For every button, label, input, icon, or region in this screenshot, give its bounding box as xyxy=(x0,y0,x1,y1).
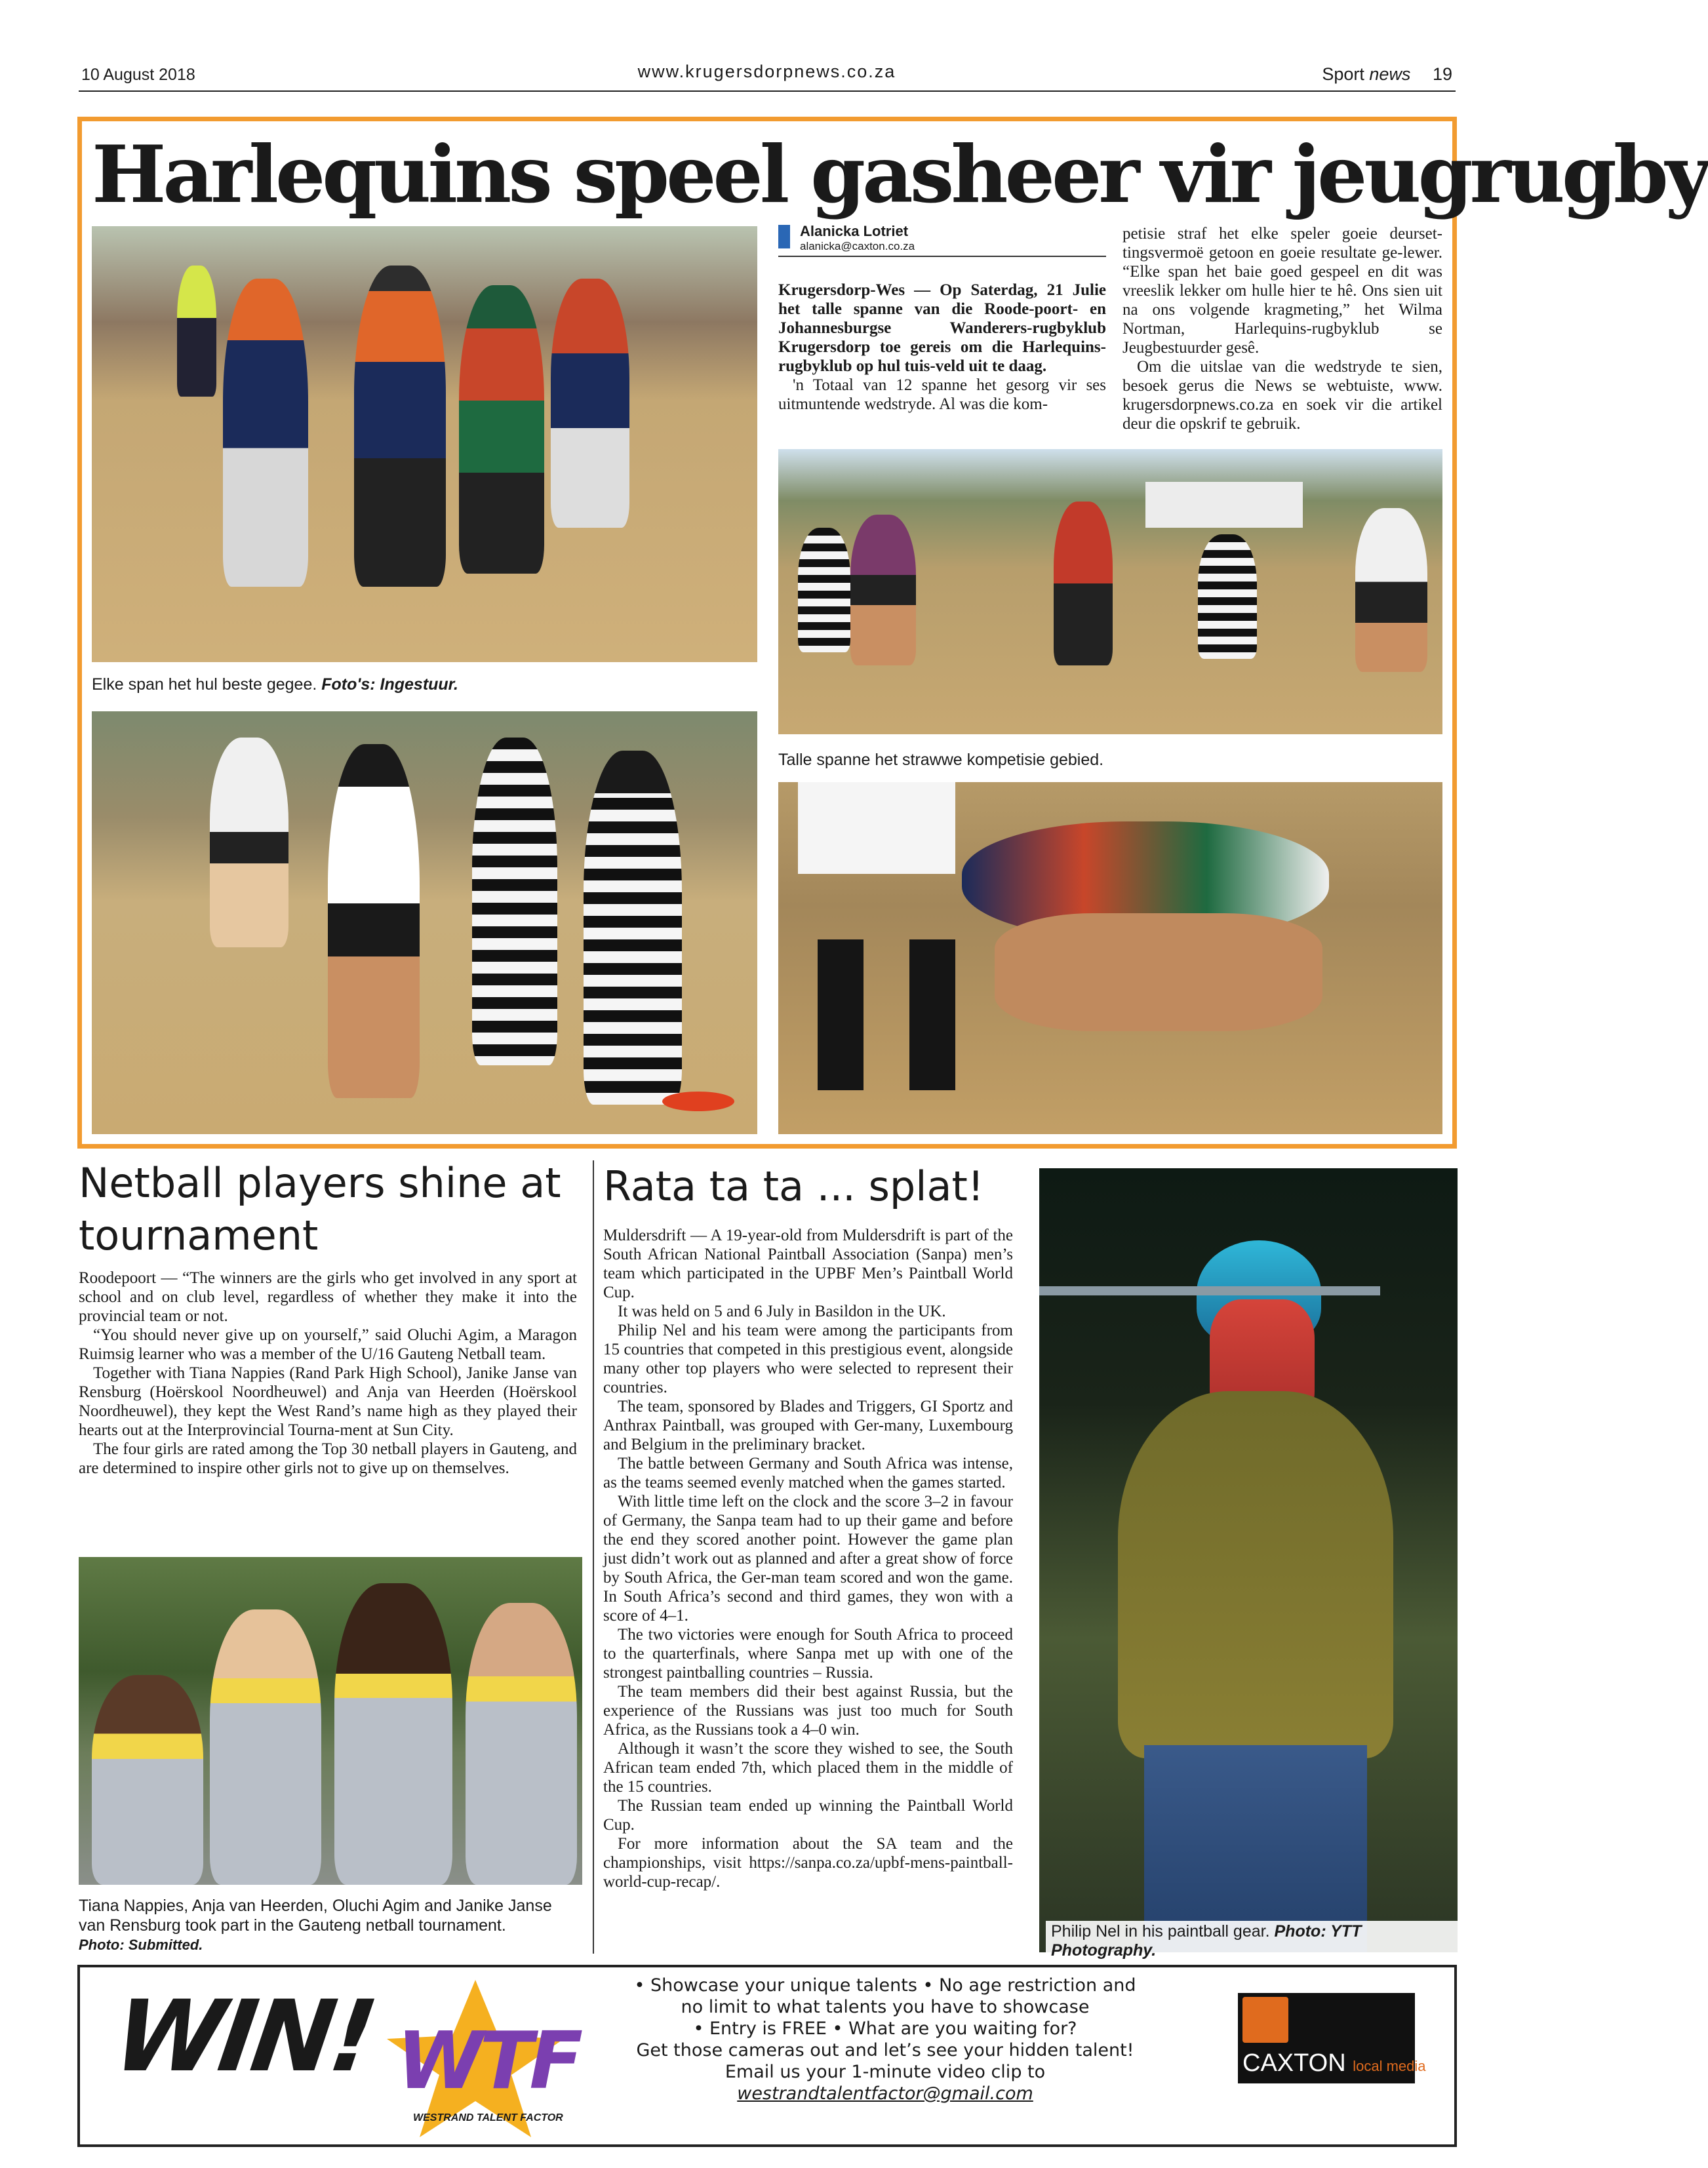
byline-name: Alanicka Lotriet xyxy=(800,223,909,239)
ad-email-prefix: Email us your 1-minute video clip to xyxy=(725,2062,1046,2082)
rugby-photo-scrum xyxy=(778,782,1442,1134)
paintball-paragraph: It was held on 5 and 6 July in Basildon in the UK. xyxy=(618,1303,946,1320)
section-label: Sport xyxy=(1322,64,1364,84)
paintball-paragraph: With little time left on the clock and the score 3–2 in favour of Germany, the Sanpa team had to up their game and before the end they scored another point. However the game plan just didn’t work out as planned and after a great show of force by South Africa, the Ger-man team scored and won the game. In South Africa’s second and third games, they won with a score of 4–1. xyxy=(603,1493,1013,1625)
rugby-headline: Harlequins speel gasheer vir jeugrugby xyxy=(92,128,1708,221)
paintball-paragraph: The team members did their best against Russia, but the experience of the Russians was just too much for South Africa, as the Russians took a 4–0 win. xyxy=(603,1683,1013,1739)
caxton-wordmark xyxy=(1242,2049,1426,2078)
paintball-caption xyxy=(1046,1921,1458,1961)
netball-caption xyxy=(79,1896,582,1955)
rugby-caption-1 xyxy=(92,675,458,694)
caption-1-text: Elke span het hul beste gegee. xyxy=(92,675,317,694)
netball-caption-text: Tiana Nappies, Anja van Heerden, Oluchi Agim and Janike Janse van Rensburg took part in the Gauteng netball tournament. xyxy=(79,1897,552,1935)
rugby-paragraph: 'n Totaal van 12 spanne het gesorg vir ses uitmuntende wedstryde. Al was die kom- xyxy=(778,376,1106,413)
ad-email-link[interactable]: westrandtalentfactor@gmail.com xyxy=(737,2083,1033,2104)
paintball-paragraph: For more information about the SA team and the championships, visit https://sanpa.co.za/upbf-mens-paintball-world-cup-recap/. xyxy=(603,1835,1013,1891)
netball-paragraph: Roodepoort — “The winners are the girls who get involved in any sport at school and on club level, regardless of whether they make it into the provincial team or not. xyxy=(79,1269,577,1325)
paintball-article xyxy=(603,1226,1013,1891)
paintball-paragraph: The Russian team ended up winning the Paintball World Cup. xyxy=(603,1797,1013,1834)
paintball-paragraph: The battle between Germany and South Africa was intense, as the teams seemed evenly matched when the games started. xyxy=(603,1455,1013,1491)
caption-1-credit: Foto's: Ingestuur. xyxy=(321,675,458,694)
ad-copy xyxy=(590,1975,1180,2104)
ad-win-text: WIN! xyxy=(107,1980,380,2094)
wtf-logo: WTF xyxy=(397,2016,580,2107)
ad-line: Get those cameras out and let’s see your hidden talent! xyxy=(636,2040,1134,2060)
header-rule xyxy=(79,90,1456,92)
paintball-paragraph: Muldersdrift — A 19-year-old from Muldersdrift is part of the South African National Paintball Association (Sanpa) men’s team which participated in the UPBF Men’s Paintball World Cup. xyxy=(603,1227,1013,1301)
netball-photo xyxy=(79,1557,582,1885)
paintball-paragraph: Philip Nel and his team were among the participants from 15 countries that competed in this prestigious event, alongside many other top players who were selected to represent their countries. xyxy=(603,1322,1013,1396)
rugby-article-col1 xyxy=(778,281,1106,414)
paintball-caption-text: Philip Nel in his paintball gear. xyxy=(1051,1922,1270,1941)
paintball-paragraph: The team, sponsored by Blades and Triggers, GI Sportz and Anthrax Paintball, was grouped with Ger-many, Luxembourg and Belgium in the preliminary bracket. xyxy=(603,1398,1013,1453)
wtf-logo-subtitle: WESTRAND TALENT FACTOR xyxy=(413,2112,563,2123)
rugby-photo-kids xyxy=(92,711,757,1134)
netball-paragraph: The four girls are rated among the Top 30 netball players in Gauteng, and are determined to inspire other girls not to give up on themselves. xyxy=(79,1440,577,1477)
rugby-paragraph: Om die uitslae van die wedstryde te sien, besoek gerus die News se webtuiste, www. krugersdorpnews.co.za en soek vir die artikel deur die opskrif te gebruik. xyxy=(1122,358,1442,433)
netball-caption-credit: Photo: Submitted. xyxy=(79,1937,203,1953)
page-section xyxy=(1322,64,1452,85)
netball-headline: Netball players shine at tournament xyxy=(79,1159,561,1259)
paintball-paragraph: Although it wasn’t the score they wished to see, the South African team ended 7th, which placed them in the middle of the 15 countries. xyxy=(603,1740,1013,1796)
rugby-lead-paragraph: Krugersdorp-Wes — Op Saterdag, 21 Julie het talle spanne van die Roode-poort- en Johannesburgse Wanderers-rugbyklub Krugersdorp toe gereis om die Harlequins-rugbyklub op hul tuis-veld uit te daag. xyxy=(778,281,1106,375)
issue-date: 10 August 2018 xyxy=(81,66,195,84)
paintball-photo xyxy=(1039,1168,1458,1960)
byline-rule xyxy=(778,256,1106,257)
ad-line: • Entry is FREE • What are you waiting for? xyxy=(693,2019,1077,2039)
netball-article xyxy=(79,1269,577,1478)
byline-marker xyxy=(778,225,790,248)
caxton-mark-icon xyxy=(1242,1997,1288,2043)
paintball-paragraph: The two victories were enough for South Africa to proceed to the quarterfinals, where Sanpa met up with one of the strongest paintballing countries – Russia. xyxy=(603,1626,1013,1682)
caxton-sub: local media xyxy=(1353,2058,1426,2074)
rugby-caption-2: Talle spanne het strawwe kompetisie gebied. xyxy=(778,751,1104,769)
page-number: 19 xyxy=(1432,64,1452,84)
byline-email[interactable]: alanicka@caxton.co.za xyxy=(800,240,915,252)
website-url[interactable]: www.krugersdorpnews.co.za xyxy=(637,62,896,81)
rugby-photo-running xyxy=(92,226,757,662)
publication-label: news xyxy=(1369,64,1411,84)
ad-line: no limit to what talents you have to showcase xyxy=(681,1997,1090,2017)
netball-paragraph: “You should never give up on yourself,” said Oluchi Agim, a Maragon Ruimsig learner who was a member of the U/16 Gauteng Netball team. xyxy=(79,1326,577,1363)
ad-line xyxy=(590,2061,1180,2104)
paintball-headline: Rata ta ta ... splat! xyxy=(603,1162,984,1210)
ad-line: • Showcase your unique talents • No age restriction and xyxy=(634,1975,1136,1996)
column-divider xyxy=(593,1160,594,1954)
rugby-paragraph: petisie straf het elke speler goeie deurset-tingsvermoë getoon en goeie resultate ge-lewer. “Elke span het baie goed gespeel en dit was vreeslik lekker om hulle hier te hê. Ons sien uit na ons volgende kragmeting,” het Wilma Nortman, Harlequins-rugbyklub se Jeugbestuurder gesê. xyxy=(1122,225,1442,357)
rugby-photo-match xyxy=(778,449,1442,734)
paintball-caption-credit: Photo: YTT Photography. xyxy=(1051,1922,1362,1960)
caxton-name: CAXTON xyxy=(1242,2049,1346,2077)
rugby-article-col2 xyxy=(1122,224,1442,433)
netball-paragraph: Together with Tiana Nappies (Rand Park High School), Janike Janse van Rensburg (Hoërskool Noordheuwel) and Anja van Heerden (Hoërskool Noordheuwel), they kept the West Rand’s name high as they played their hearts out at the Interprovincial Tourna-ment at Sun City. xyxy=(79,1364,577,1439)
